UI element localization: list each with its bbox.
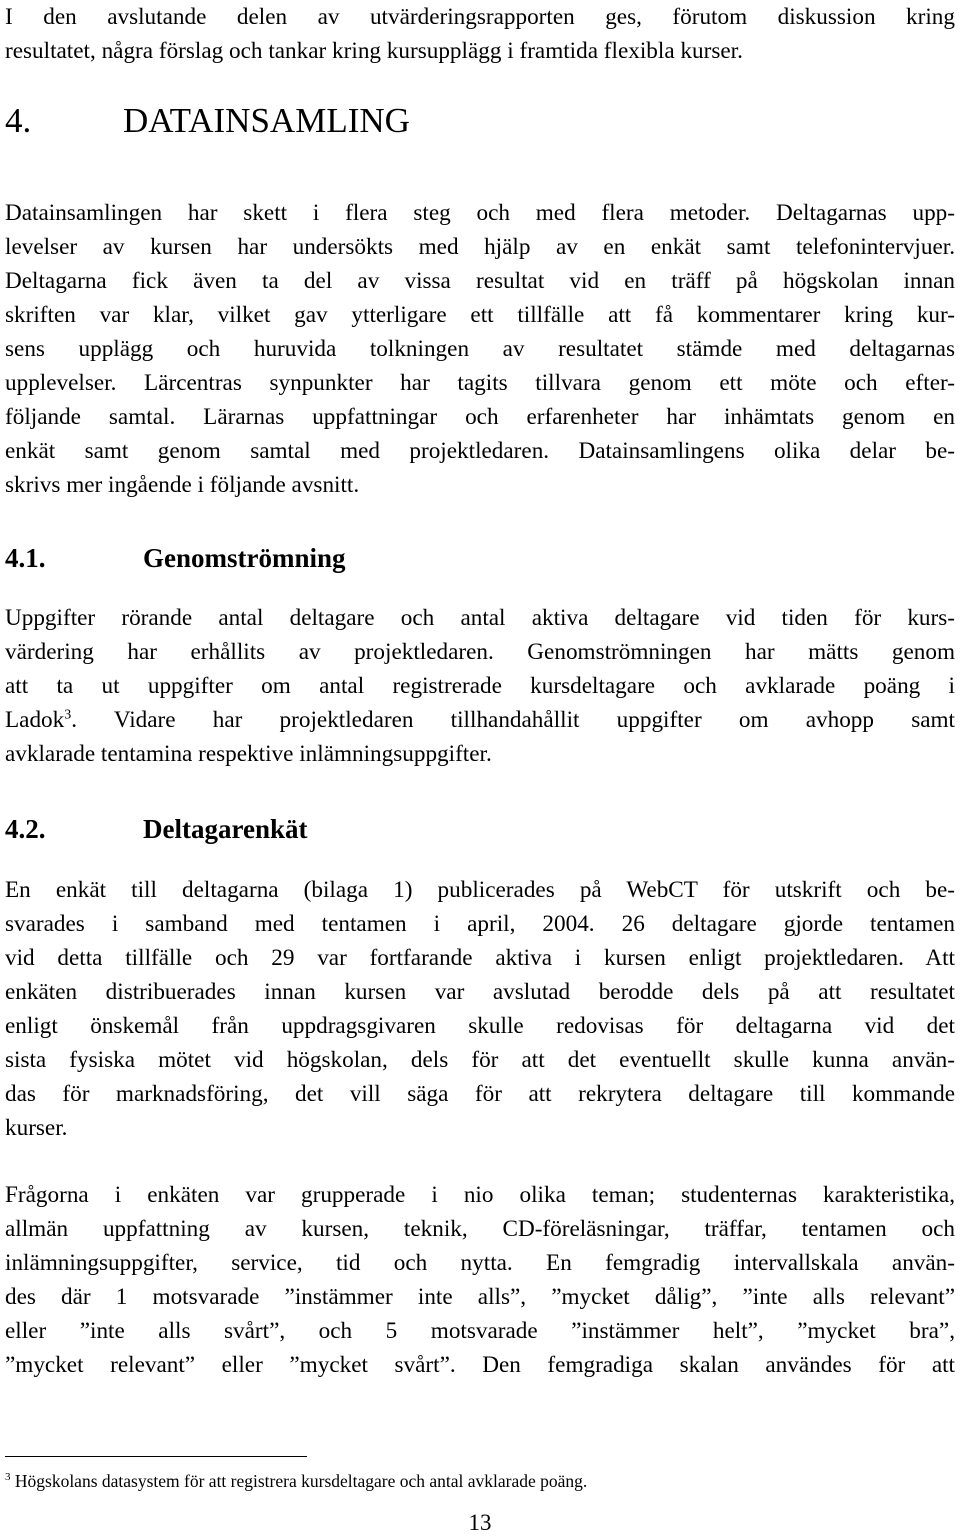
paragraph-line: enkät samt genom samtal med projektledaren. Datainsamlingens olika delar be-: [5, 438, 955, 464]
section-heading-4-1: [5, 540, 346, 576]
footnote-text: Högskolans datasystem för att registrera kursdeltagare och antal avklarade poäng.: [14, 1471, 588, 1491]
paragraph-line: enligt önskemål från uppdragsgivaren skulle redovisas för deltagarna vid det: [5, 1013, 955, 1039]
paragraph-line: svarades i samband med tentamen i april, 2004. 26 deltagare gjorde tentamen: [5, 911, 955, 937]
footnote-marker: 3: [5, 1471, 11, 1484]
paragraph-line: avklarade tentamina respektive inlämningsuppgifter.: [5, 741, 492, 767]
paragraph-line: [5, 703, 955, 737]
section-4-2-paragraph-2: [5, 1178, 955, 1382]
paragraph-line: levelser av kursen har undersökts med hjälp av en enkät samt telefonintervjuer.: [5, 234, 955, 260]
section-title: DATAINSAMLING: [123, 101, 410, 140]
section-heading-4-2: [5, 811, 307, 847]
section-number: 4.2.: [5, 814, 46, 844]
paragraph-line: värdering har erhållits av projektledaren. Genomströmningen har mätts genom: [5, 639, 955, 665]
paragraph-line: skriften var klar, vilket gav ytterligare ett tillfälle att få kommentarer kring kur-: [5, 302, 955, 328]
paragraph-line: sens upplägg och huruvida tolkningen av resultatet stämde med deltagarnas: [5, 336, 955, 362]
paragraph-line: allmän uppfattning av kursen, teknik, CD-föreläsningar, träffar, tentamen och: [5, 1216, 955, 1242]
ladok-text: Ladok: [5, 707, 65, 733]
paragraph-line: att ta ut uppgifter om antal registrerade kursdeltagare och avklarade poäng i: [5, 673, 955, 699]
paragraph-line: Uppgifter rörande antal deltagare och antal aktiva deltagare vid tiden för kurs-: [5, 605, 955, 631]
section-title: Genomströmning: [143, 543, 346, 573]
paragraph-line: skrivs mer ingående i följande avsnitt.: [5, 472, 360, 498]
footnote-reference: 3: [64, 707, 72, 723]
section-4-paragraph: [5, 196, 955, 502]
paragraph-line: inlämningsuppgifter, service, tid och nytta. En femgradig intervallskala använ-: [5, 1250, 955, 1276]
section-heading-4: [5, 99, 410, 143]
paragraph-line: kurser.: [5, 1115, 68, 1141]
paragraph-line: eller ”inte alls svårt”, och 5 motsvarade ”instämmer helt”, ”mycket bra”,: [5, 1318, 955, 1344]
footnote: [5, 1469, 587, 1493]
paragraph-line: upplevelser. Lärcentras synpunkter har tagits tillvara genom ett möte och efter-: [5, 370, 955, 396]
section-4-2-paragraph-1: [5, 873, 955, 1145]
page-number: 13: [468, 1510, 492, 1535]
section-number: 4.: [5, 101, 32, 140]
intro-paragraph: [5, 0, 955, 68]
paragraph-line: sista fysiska mötet vid högskolan, dels för att det eventuellt skulle kunna använ-: [5, 1047, 955, 1073]
paragraph-line: En enkät till deltagarna (bilaga 1) publicerades på WebCT för utskrift och be-: [5, 877, 955, 903]
section-4-1-paragraph: [5, 601, 955, 771]
section-title: Deltagarenkät: [143, 814, 308, 844]
paragraph-line: das för marknadsföring, det vill säga för att rekrytera deltagare till kommande: [5, 1081, 955, 1107]
line-continuation: . Vidare har projektledaren tillhandahållit uppgifter om avhopp samt: [71, 707, 955, 733]
paragraph-line: des där 1 motsvarade ”instämmer inte alls”, ”mycket dålig”, ”inte alls relevant”: [5, 1284, 955, 1310]
paragraph-line: följande samtal. Lärarnas uppfattningar och erfarenheter har inhämtats genom en: [5, 404, 955, 430]
paragraph-line: Frågorna i enkäten var grupperade i nio olika teman; studenternas karakteristika,: [5, 1182, 955, 1208]
paragraph-line: ”mycket relevant” eller ”mycket svårt”. Den femgradiga skalan användes för att: [5, 1352, 955, 1378]
paragraph-line: I den avslutande delen av utvärderingsrapporten ges, förutom diskussion kring: [5, 4, 955, 30]
paragraph-line: Datainsamlingen har skett i flera steg och med flera metoder. Deltagarnas upp-: [5, 200, 955, 226]
paragraph-line: enkäten distribuerades innan kursen var avslutad berodde dels på att resultatet: [5, 979, 955, 1005]
paragraph-line: Deltagarna fick även ta del av vissa resultat vid en träff på högskolan innan: [5, 268, 955, 294]
paragraph-line: resultatet, några förslag och tankar kring kursupplägg i framtida flexibla kurser.: [5, 38, 743, 64]
paragraph-line: vid detta tillfälle och 29 var fortfarande aktiva i kursen enligt projektledaren. Att: [5, 945, 955, 971]
section-number: 4.1.: [5, 543, 46, 573]
footnote-divider: [5, 1456, 307, 1457]
